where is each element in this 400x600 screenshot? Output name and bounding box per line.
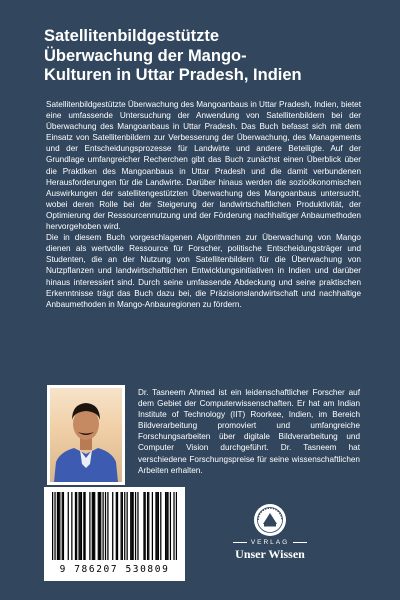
divider: [293, 542, 307, 543]
book-title-line: Überwachung der Mango-: [44, 46, 247, 65]
book-description: [46, 99, 361, 310]
book-title-line: Satellitenbildgestützte: [44, 27, 220, 45]
isbn-number: 9 786207 530809: [59, 564, 170, 575]
description-paragraph: Die in diesem Buch vorgeschlagenen Algorithmen zur Überwachung von Mango dienen als wertvolle Ressource für Forscher, politische Entscheidungsträger und Studenten, die an der Nutzung von Satellitenbildern für die Überwachung von Nutzpflanzen und landwirtschaftlichen Entwicklungsinitiativen in Indien und darüber hinaus interessiert sind. Durch seine umfassende Abdeckung und seine praktischen Erkenntnisse trägt das Buch dazu bei, die Präzisionslandwirtschaft und nachhaltige Anbaumethoden in Mango-Anbauregionen zu fördern.: [46, 233, 361, 309]
publisher-verlag: VERLAG: [250, 539, 290, 546]
barcode-icon: [52, 492, 177, 560]
isbn-barcode: [44, 487, 185, 581]
book-title: [44, 27, 374, 86]
author-bio: Dr. Tasneem Ahmed ist ein leidenschaftlicher Forscher auf dem Gebiet der Computerwissenschaften. Er hat am Indian Institute of Technology (IIT) Roorkee, Indien, im Bereich Bildverarbeitung promoviert und umfangreiche Forschungsarbeiten über digitale Bildverarbeitung und Computer Vision durchgeführt. Dr. Tasneem hat verschiedene Forschungspreise für seine wissenschaftlichen Arbeiten erhalten.: [138, 388, 360, 475]
publisher-logo: [222, 503, 318, 562]
author-portrait-icon: [50, 388, 122, 482]
book-title-line: Kulturen in Uttar Pradesh, Indien: [44, 66, 302, 84]
divider: [233, 542, 247, 543]
author-photo: [47, 385, 125, 485]
description-paragraph: Satellitenbildgestützte Überwachung des Mangoanbaus in Uttar Pradesh, Indien, bietet eine umfassende Untersuchung der Anwendung von Satellitenbildern bei der Überwachung des Mangoanbaus in Uttar Pradesh. Das Buch befasst sich mit dem Einsatz von Satellitenbildern zur Verbesserung der Überwachung, des Managements und der Entscheidungsprozesse für Landwirte und andere Beteiligte. Auf der Grundlage umfangreicher Recherchen gibt das Buch zunächst einen Überblick über die Praktiken des Mangoanbaus in Uttar Pradesh und die damit verbundenen Herausforderungen für die Landwirte. Darüber hinaus werden die sozioökonomischen Auswirkungen der satellitengestützten Überwachung des Mangoanbaus untersucht, wobei deren Rolle bei der Steigerung der landwirtschaftlichen Produktivität, der Optimierung der Ressourcennutzung und der Förderung nachhaltiger Anbaumethoden hervorgehoben wird.: [46, 100, 361, 232]
publisher-seal-icon: [253, 503, 287, 537]
publisher-name: Unser Wissen: [235, 547, 305, 561]
